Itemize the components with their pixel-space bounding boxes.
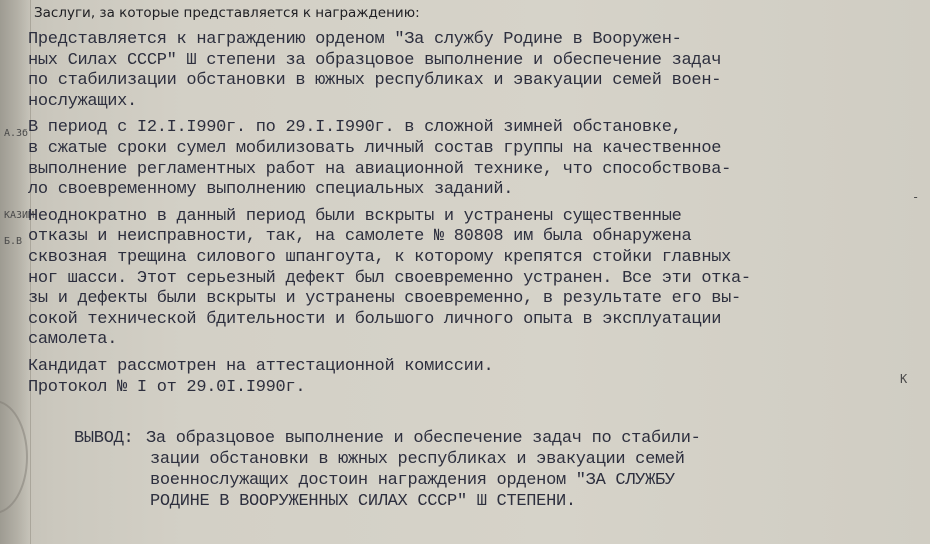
right-margin-mark: К: [900, 372, 908, 386]
text-line: Представляется к награждению орденом "За службу Родине в Вооружен-: [28, 30, 682, 49]
text-line: Неоднократно в данный период были вскрыты и устранены существенные: [28, 206, 682, 226]
text-line: в сжатые сроки сумел мобилизовать личный состав группы на качественное: [28, 138, 722, 158]
text-line: Протокол № I от 29.0I.I990г.: [28, 377, 306, 397]
right-margin-mark: -: [912, 190, 920, 204]
text-line: самолета.: [28, 330, 118, 350]
text-line: по стабилизации обстановки в южных республиках и эвакуации семей воен-: [28, 71, 722, 91]
paragraph-nomination: [28, 30, 908, 112]
text-line: отказы и неисправности, так, на самолете № 80808 им была обнаружена: [28, 227, 692, 247]
text-line: За образцовое выполнение и обеспечение задач по стабили-: [146, 429, 701, 448]
left-margin-mark: Б.В: [4, 236, 23, 247]
left-margin-strip: [0, 0, 35, 544]
text-line: сокой технической бдительности и большого личного опыта в эксплуатации: [28, 309, 722, 329]
left-margin-mark: А.Зб: [4, 128, 29, 139]
text-line: сквозная трещина силового шпангоута, к которому крепятся стойки главных: [28, 247, 732, 267]
text-line: ног шасси. Этот серьезный дефект был своевременно устранен. Все эти отка-: [28, 268, 751, 288]
stamp-mark: [0, 400, 28, 514]
text-line: ло своевременному выполнению специальных заданий.: [28, 180, 514, 200]
section-heading: Заслуги, за которые представляется к награждению:: [34, 5, 420, 21]
text-line: военнослужащих достоин награждения орденом "ЗА СЛУЖБУ: [150, 471, 675, 490]
paragraph-commission: [28, 357, 908, 398]
text-line: нослужащих.: [28, 91, 137, 111]
text-line: В период с I2.I.I990г. по 29.I.I990г. в сложной зимней обстановке,: [28, 118, 682, 138]
left-margin-mark: КАЗИМ: [4, 210, 35, 221]
text-line: выполнение регламентных работ на авиационной технике, что способствова-: [28, 159, 732, 179]
paragraph-period: [28, 118, 908, 200]
text-line: Кандидат рассмотрен на аттестационной комиссии.: [28, 356, 494, 376]
conclusion-label: ВЫВОД:: [74, 429, 134, 448]
text-line: ных Силах СССР" Ш степени за образцовое выполнение и обеспечение задач: [28, 50, 722, 70]
conclusion-text: [146, 428, 701, 512]
document-body: [28, 30, 908, 404]
text-line: зации обстановки в южных республиках и эвакуации семей: [150, 450, 685, 469]
text-line: РОДИНЕ В ВООРУЖЕННЫХ СИЛАХ СССР" Ш СТЕПЕНИ.: [150, 492, 576, 511]
paragraph-defects: [28, 207, 908, 351]
text-line: зы и дефекты были вскрыты и устранены своевременно, в результате его вы-: [28, 289, 741, 309]
